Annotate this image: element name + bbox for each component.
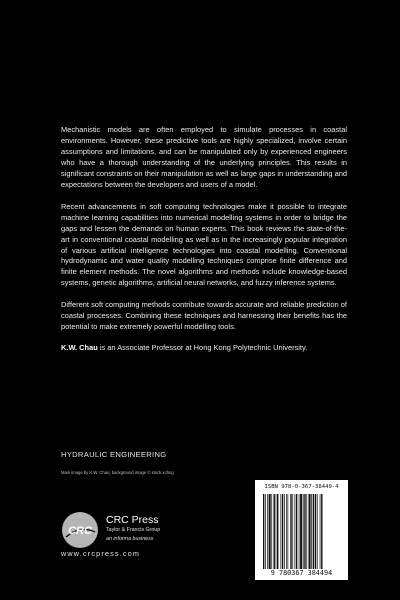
ean-barcode-icon [261,494,342,569]
blurb [61,125,347,354]
barcode-panel [255,480,348,580]
publisher-name: CRC Press [106,514,159,526]
author-bio [61,343,347,354]
image-credit: Main image by K.W. Chau; background image © stock.xchng [61,470,174,475]
series-title: HYDRAULIC ENGINEERING [61,450,167,459]
publisher-website[interactable]: www.crcpress.com [61,549,141,558]
publisher-business: an informa business [106,536,154,542]
blurb-paragraph-3: Different soft computing methods contribute towards accurate and reliable prediction of coastal processes. Combining these techniques and harnessing their benefits has the potential to make extremely powerful modelling tools. [61,299,347,331]
author-bio-text: is an Associate Professor at Hong Kong Polytechnic University. [97,343,308,353]
ean-digits: 9 780367 384494 [270,569,333,577]
crc-logo-text: CRC [68,525,92,537]
publisher-group: Taylor & Francis Group [106,527,161,533]
author-name: K.W. Chau [61,343,98,353]
blurb-paragraph-2: Recent advancements in soft computing technologies make it possible to integrate machine learning capabilities into numerical modelling systems in order to bridge the gaps and lessen the demands on human experts. This book reviews the state-of-the-art in conventional coastal modelling as well as in the increasingly popular integration of various artificial intelligence technologies into coastal modelling. Conventional hydrodynamic and water quality modelling techniques comprise finite difference and finite element methods. The novel algorithms and methods include knowledge-based systems, genetic algorithms, artificial neural networks, and fuzzy inference systems. [61,201,347,288]
blurb-paragraph-1: Mechanistic models are often employed to simulate processes in coastal environments. However, these predictive tools are highly specialized, involve certain assumptions and limitations, and can be manipulated only by experienced engineers who have a thorough understanding of the underlying principles. This results in significant constraints on their manipulation as well as large gaps in understanding and expectations between the developers and users of a model. [61,125,347,189]
crc-press-logo-icon [61,511,99,549]
isbn-text: ISBN 978-0-367-38449-4 [264,484,339,490]
